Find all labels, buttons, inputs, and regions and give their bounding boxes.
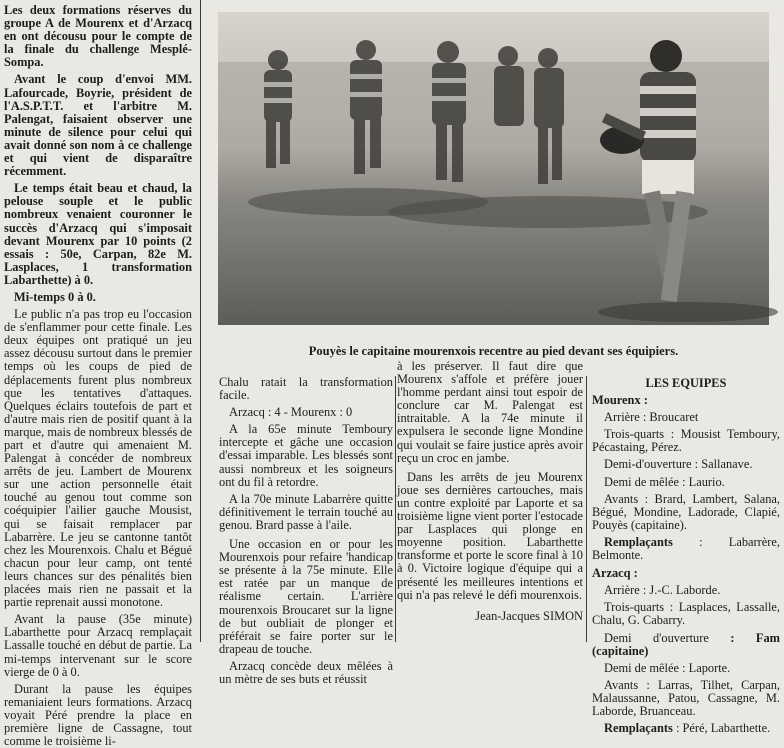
photo-caption: Pouyès le capitaine mourenxois recentre au pied devant ses équipiers. [308,344,679,358]
position-label: Arrière [604,410,640,425]
teams-title: LES EQUIPES [645,376,727,390]
position-label: Arrière [604,583,640,598]
paragraph: Durant la pause les équipes remaniaient leurs formations. Arzacq voyait Péré prendre la place en première ligne de Cassagne, tout comme le troisième li- [4,681,192,748]
article-column-1 [4,3,192,748]
paragraph: Chalu ratait la transformation facile. [219,375,393,403]
rugby-players-image [218,12,769,325]
article-column-2 [219,375,393,686]
position-players: : Labarrère, Belmonte. [592,534,780,563]
position-label: Demi-d'ouverture [604,457,692,472]
paragraph: Le public n'a pas trop eu l'occasion de s'enflammer pour cette finale. Les deux équipes ont pratiqué un jeu assez décousu surtout dans le premier temps où les coups de pied de déplacements furent plus nombreux que les tentatives d'attaques. Quelques éclairs toutefois de part et d'autre mais rien de positif quant à la marque, mais de nombreux blessés de part et d'autre qui amenaient M. Palengat à concéder de nombreux arrêts de jeu. Lambert de Mourenx sur une action personnelle était touché au genou tout comme son coéquipier l'ailier gauche Mousist, qui se faisait remplacer par Labarrère. Le jeu se cantonne tantôt chez les Mourenxois. Chalu et Bégué chacun pour leur camp, ont tenté leurs chances sur des pénalités bien placées mais rien ne passait et la partie reprenait aussi monotone. [4,307,192,610]
position-label: Remplaçants [604,534,673,549]
paragraph: à les préserver. Il faut dire que Mourenx s'affole et préfère jouer l'homme perdant ainsi tout espoir de conclure car M. Palengat est intraitable. A la 74e minute il expulsera le seconde ligne Mondine qui voulait se faire justice après avoir reçu un croc en jambe. [397,359,583,465]
paragraph: Avant la pause (35e minute) Labarthette pour Arzacq remplaçait Lassalle touché en début de partie. La mi-temps intervenant sur le score vierge de 0 à 0. [4,612,192,679]
article-column-3 [397,360,583,642]
position-players: : Lasplaces, Lassalle, Chalu, G. Cabarry. [592,600,780,628]
position-label: Avants [604,677,639,692]
position-label: Remplaçants [604,721,673,736]
position-players: : Laporte. [679,660,731,675]
position-players: : Brard, Lambert, Salana, Bégué, Mondine, Ladorade, Clapié, Pouyès (capitaine). [592,491,780,532]
paragraph: Le temps était beau et chaud, la pelouse souple et le public nombreux venaient couronner le succès d'Arzacq qui s'imposait devant Mourenx par 10 points (2 essais : 50e, Carpan, 82e M. Lasplaces, 1 transformation Labarthette) à 0. [4,181,192,287]
signature: Jean-Jacques SIMON [475,608,583,623]
paragraph: Une occasion en or pour les Mourenxois pour refaire 'handicap se présente à la 75e minute. Elle est ratée par un manque de réalisme certain. L'arrière mourenxois Broucaret sur la ligne de but oubliait de plonger et préférait se faire porter sur le drapeau de touche. [219,537,393,656]
paragraph: Dans les arrêts de jeu Mourenx joue ses dernières cartouches, mais un contre exploité par Laporte et sa troisième ligne vient porter l'estocade par Lasplaces qui plonge en moyenne position. Labarthette transforme et porte le score final à 10 à 0. Victoire logique d'équipe qui a présenté les meilleures intentions et qui n'a pas relevé le défi mourenxois. [397,469,583,602]
position-players: : Laurio. [679,474,725,489]
rugby-photo [218,12,769,325]
position-label: Trois-quarts [604,600,665,615]
column-rule [395,376,396,642]
paragraph: Arzacq : 4 - Mourenx : 0 [229,405,353,420]
paragraph: A la 65e minute Temboury intercepte et gâche une occasion d'essai imparable. Les blessés sont aussi nombreux et les soigneurs ont du fil à retordre. [219,422,393,489]
team-name-arzacq: Arzacq : [592,566,638,581]
position-players: : Fam (capitaine) [592,630,780,658]
position-label: Avants [604,491,639,506]
position-label: Demi d'ouverture [604,630,709,645]
position-players: : Péré, Labarthette. [672,721,771,736]
paragraph: Arzacq concède deux mêlées à un mètre de ses buts et réussit [219,658,393,686]
position-players: : Larras, Tilhet, Carpan, Malaussanne, Patou, Cassagne, M. Laborde, Bruanceau. [592,677,780,718]
column-rule [586,376,587,642]
paragraph: Les deux formations réserves du groupe A de Mourenx et d'Arzacq en ont décousu pour le compte de la finale du challenge Mesplé-Sompa. [4,3,192,70]
position-label: Demi de mêlée [604,660,679,675]
position-players: : Broucaret [639,410,699,425]
paragraph: Avant le coup d'envoi MM. Lafourcade, Boyrie, président de l'A.S.P.T.T. et l'arbitre M. Palengat, faisaient observer une minute de silence pour celui qui avait donné son nom à ce challenge et qui vient de disparaître récemment. [4,72,192,179]
paragraph: Mi-temps 0 à 0. [14,289,96,304]
paragraph: A la 70e minute Labarrère quitte définitivement le terrain touché au genou. Brard passe à l'aile. [219,491,393,532]
position-players: : J.-C. Laborde. [639,583,721,598]
column-rule [200,0,201,642]
teams-box [592,376,780,736]
position-players: : Sallanave. [691,457,753,472]
position-label: Demi de mêlée [604,474,679,489]
team-name-mourenx: Mourenx : [592,393,648,408]
position-players: : Mousist Temboury, Pécastaing, Pérez. [592,427,780,455]
position-label: Trois-quarts [604,427,665,442]
